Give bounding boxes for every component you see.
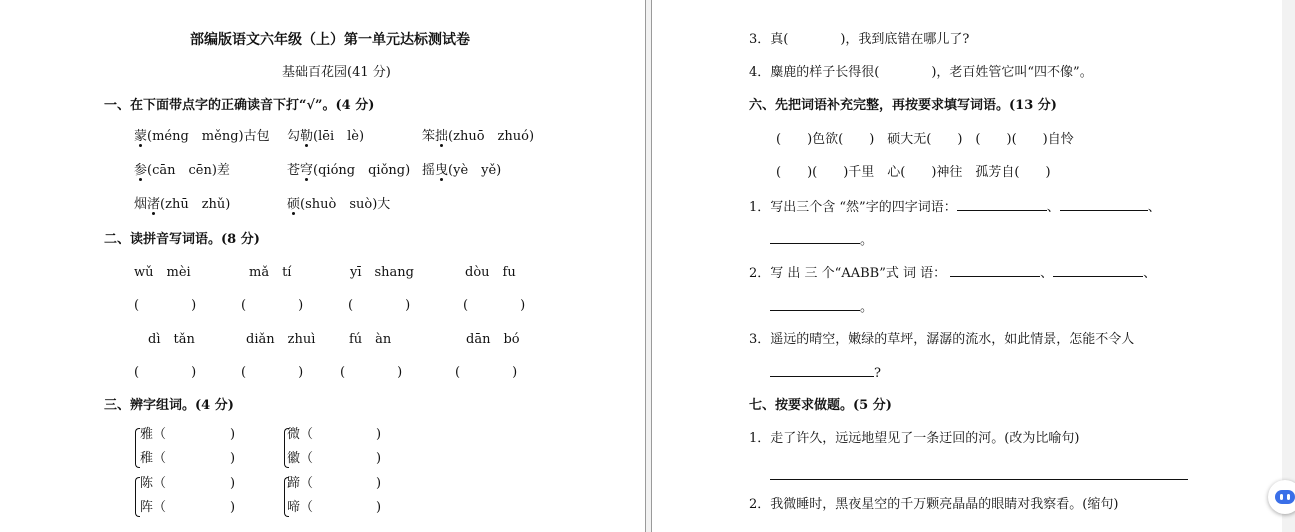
answer-blank[interactable]: ( ) <box>348 298 411 313</box>
page-right <box>651 0 1282 532</box>
answer-blank[interactable]: ( ) <box>340 365 403 380</box>
pinyin-label: mǎ tí <box>249 265 292 280</box>
q3-heading: 三、辨字组词。(4 分) <box>104 398 234 413</box>
q6-item-cont: 。 <box>770 298 873 317</box>
q2-heading: 二、读拼音写词语。(8 分) <box>104 232 260 247</box>
q6-item-cont: 。 <box>770 231 873 250</box>
answer-line[interactable] <box>770 231 860 244</box>
answer-line[interactable] <box>770 298 860 311</box>
answer-line[interactable] <box>950 264 1040 277</box>
q6-item: 3．遥远的晴空，嫩绿的草坪，潺潺的流水，如此情景，怎能不令人 <box>749 332 1135 347</box>
char-pair-item: 微（ <box>287 427 314 442</box>
q6-item: 2．写 出 三 个“AABB”式 词 语： 、 、 <box>749 266 1157 281</box>
q1-item: 参(cān cēn)差 <box>134 163 230 178</box>
paren-close: ) <box>230 500 236 515</box>
idiom-row: ( )( )千里 心( )神往 孤芳自( ) <box>776 165 1051 180</box>
char-pair-item: 啼（ <box>287 500 314 515</box>
q7-item: 2．我微睡时，黑夜星空的千万颗亮晶晶的眼睛对我察看。(缩句) <box>749 497 1119 512</box>
page-left <box>0 0 646 532</box>
q1-item: 硕(shuò suò)大 <box>287 197 391 212</box>
paren-close: ) <box>230 427 236 442</box>
q1-item: 笨拙(zhuō zhuó) <box>422 129 535 144</box>
answer-line[interactable] <box>770 364 874 377</box>
q6-heading: 六、先把词语补充完整，再按要求填写词语。(13 分) <box>749 98 1057 113</box>
pinyin-label: wǔ mèi <box>134 265 191 280</box>
pinyin-label: dòu fu <box>465 265 516 280</box>
answer-line[interactable] <box>1060 198 1148 211</box>
answer-blank[interactable]: ( ) <box>455 365 518 380</box>
pinyin-label: yī shang <box>350 265 414 280</box>
q1-heading: 一、在下面带点字的正确读音下打“√”。(4 分) <box>104 98 375 113</box>
idiom-row: ( )色欲( ) 硕大无( ) ( )( )自怜 <box>776 132 1074 147</box>
char-pair-item: 稚（ <box>140 451 167 466</box>
char-pair-item: 阵（ <box>140 500 167 515</box>
char-pair-item: 陈（ <box>140 476 167 491</box>
fill-sentence: 3．真( )，我到底错在哪儿了? <box>749 32 970 47</box>
answer-blank[interactable]: ( ) <box>241 365 304 380</box>
q1-item: 苍穹(qióng qiǒng) <box>287 163 411 178</box>
q6-item: 1．写出三个含 “然”字的四字词语： 、 、 <box>749 200 1161 215</box>
assistant-face-icon <box>1275 490 1295 504</box>
q6-item-cont: ? <box>770 364 881 383</box>
paren-close: ) <box>230 476 236 491</box>
q7-item: 1．走了许久，远远地望见了一条迂回的河。(改为比喻句) <box>749 431 1080 446</box>
char-pair-item: 雅（ <box>140 427 167 442</box>
paren-close: ) <box>376 451 382 466</box>
q1-item: 烟渚(zhū zhǔ) <box>134 197 231 212</box>
paren-close: ) <box>230 451 236 466</box>
q7-heading: 七、按要求做题。(5 分) <box>749 398 892 413</box>
pinyin-label: diǎn zhuì <box>246 332 316 347</box>
pinyin-label: dān bó <box>466 332 520 347</box>
answer-line[interactable] <box>770 479 1188 480</box>
section-subtitle: 基础百花园(41 分) <box>282 65 391 80</box>
q1-item: 蒙(méng měng)古包 <box>134 129 270 144</box>
paren-close: ) <box>376 476 382 491</box>
answer-blank[interactable]: ( ) <box>134 365 197 380</box>
char-pair-item: 徽（ <box>287 451 314 466</box>
answer-blank[interactable]: ( ) <box>241 298 304 313</box>
doc-title: 部编版语文六年级（上）第一单元达标测试卷 <box>190 32 470 48</box>
answer-blank[interactable]: ( ) <box>463 298 526 313</box>
answer-line[interactable] <box>957 198 1047 211</box>
paren-close: ) <box>376 427 382 442</box>
paren-close: ) <box>376 500 382 515</box>
answer-blank[interactable]: ( ) <box>134 298 197 313</box>
pinyin-label: dì tǎn <box>148 332 195 347</box>
fill-sentence: 4．麋鹿的样子长得很( )，老百姓管它叫“四不像”。 <box>749 65 1093 80</box>
q1-item: 勾勒(lēi lè) <box>287 129 365 144</box>
answer-line[interactable] <box>1053 264 1143 277</box>
pinyin-label: fú àn <box>349 332 392 347</box>
q1-item: 摇曳(yè yě) <box>422 163 502 178</box>
char-pair-item: 蹄（ <box>287 476 314 491</box>
assistant-button[interactable] <box>1268 480 1295 514</box>
